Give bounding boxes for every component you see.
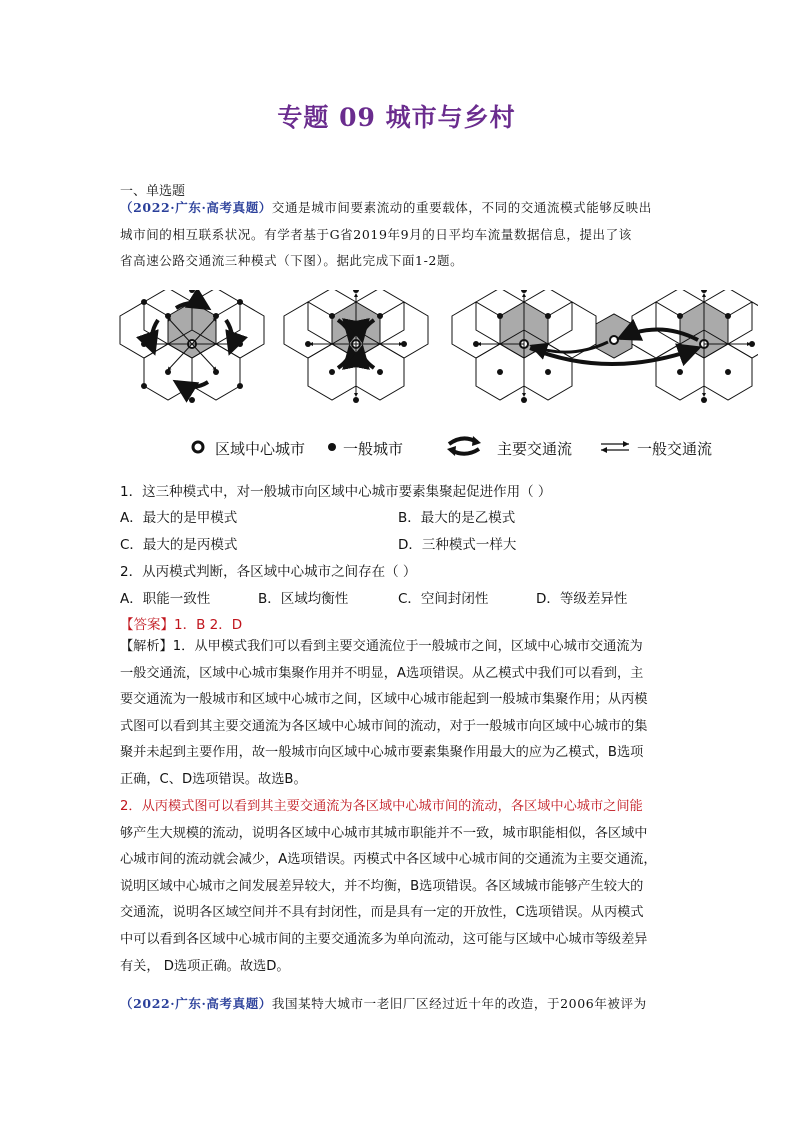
- intro-line-3: 省高速公路交通流三种模式（下图）。据此完成下面1-2题。: [120, 253, 464, 268]
- analysis-1-line-3: 要交通流为一般城市和区域中心城市之间，区域中心城市能起到一般城市集聚作用；从丙模: [120, 692, 648, 708]
- general-flow-icon: [597, 439, 633, 455]
- analysis-2-line-6: 中可以看到各区域中心城市间的主要交通流多为单向流动，这可能与区域中心城市等级差异: [120, 931, 648, 947]
- analysis-label: 【解析】: [120, 639, 173, 654]
- analysis-1-line-2: 一般交通流，区域中心城市集聚作用并不明显，A选项错误。从乙模式中我们可以看到，主: [120, 665, 644, 681]
- next-source-tag: （2022·广东·高考真题）: [120, 996, 272, 1011]
- center-city-icon: [191, 440, 205, 454]
- question-2-stem: 2．从丙模式判断，各区域中心城市之间存在（ ）: [120, 564, 417, 580]
- legend-main-flow: 主要交通流: [497, 440, 573, 458]
- q1-option-a: A．最大的是甲模式: [120, 510, 238, 526]
- analysis-2-line-7: 有关， D选项正确。故选D。: [120, 958, 290, 974]
- page-title: 专题 09 城市与乡村: [277, 103, 516, 132]
- answer-line: 【答案】1．B 2．D: [120, 617, 243, 633]
- source-tag: （2022·广东·高考真题）: [120, 200, 272, 215]
- q2-option-d: D．等级差异性: [536, 591, 628, 607]
- q1-option-c: C．最大的是丙模式: [120, 537, 238, 553]
- analysis-2-line-3: 心城市间的流动就会减少，A选项错误。丙模式中各区域中心城市间的交通流为主要交通流，: [120, 852, 657, 868]
- legend-center-city: 区域中心城市: [215, 440, 306, 458]
- q1-option-d: D．三种模式一样大: [398, 537, 517, 553]
- pattern-yi: [284, 290, 428, 403]
- intro-line-2: 城市间的相互联系状况。有学者基于G省2019年9月的日平均车流量数据信息，提出了该: [120, 227, 632, 242]
- next-question-intro: [120, 994, 647, 1012]
- analysis-2-line-2: 够产生大规模的流动，说明各区域中心城市其城市职能并不一致，城市职能相似，各区域中: [120, 825, 648, 841]
- analysis-2: [120, 794, 676, 980]
- question-1-stem: 1．这三种模式中，对一般城市向区域中心城市要素集聚起促进作用（ ）: [120, 484, 552, 500]
- pattern-jia: [120, 290, 264, 403]
- general-city-icon: [327, 442, 337, 452]
- q1-option-b: B．最大的是乙模式: [398, 510, 516, 526]
- legend-general-city: 一般城市: [343, 440, 404, 458]
- q2-option-b: B．区域均衡性: [258, 591, 349, 607]
- analysis-2-line-1: 2．从丙模式图可以看到其主要交通流为各区域中心城市间的流动，各区域中心城市之间能: [120, 799, 643, 814]
- analysis-1-line-1: 【解析】1．从甲模式我们可以看到主要交通流位于一般城市之间，区域中心城市交通流为: [120, 639, 643, 654]
- intro-line-1: [120, 198, 652, 216]
- analysis-1-line-4: 式图可以看到其主要交通流为各区域中心城市间的流动，对于一般城市向区域中心城市的集: [120, 718, 648, 734]
- figure-legend: [185, 434, 745, 460]
- legend-general-flow: 一般交通流: [637, 440, 713, 458]
- analysis-1: [120, 634, 676, 794]
- analysis-1-line-5: 聚并未起到主要作用，故一般城市向区域中心城市要素集聚作用最大的应为乙模式，B选项: [120, 745, 644, 761]
- analysis-1-line-6: 正确，C、D选项错误。故选B。: [120, 771, 307, 787]
- analysis-2-line-5: 交通流，说明各区域空间并不具有封闭性，而是具有一定的开放性，C选项错误。从丙模式: [120, 905, 644, 921]
- q2-option-c: C．空间封闭性: [398, 591, 489, 607]
- next-intro-text: 我国某特大城市一老旧厂区经过近十年的改造，于2006年被评为: [271, 996, 647, 1011]
- intro-text-1: 交通是城市间要素流动的重要载体，不同的交通流模式能够反映出: [271, 200, 652, 215]
- q2-option-a: A．职能一致性: [120, 591, 211, 607]
- pattern-bing: [452, 290, 758, 403]
- analysis-2-line-4: 说明区域中心城市之间发展差异较大，并不均衡，B选项错误。各区域城市能够产生较大的: [120, 878, 644, 894]
- section-heading: 一、单选题: [120, 184, 186, 199]
- main-flow-icon: [443, 434, 485, 458]
